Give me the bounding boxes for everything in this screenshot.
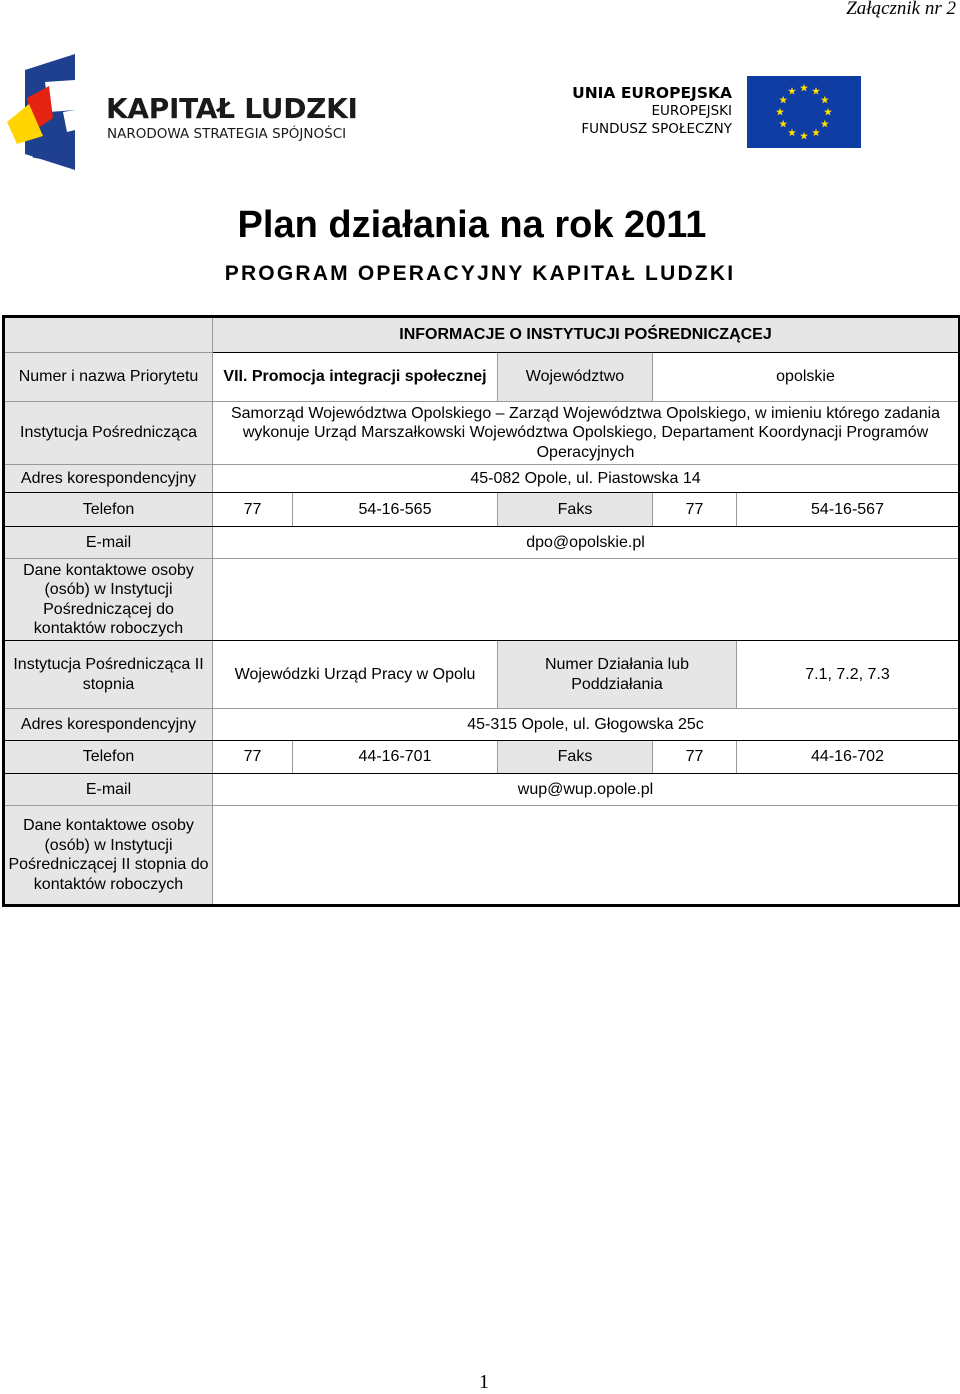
phone2-prefix: 77	[213, 741, 293, 774]
document-subtitle: PROGRAM OPERACYJNY KAPITAŁ LUDZKI	[224, 262, 736, 285]
fax2-number: 44-16-702	[737, 741, 960, 774]
email2-value: wup@wup.opole.pl	[213, 774, 960, 806]
phone2-label: Telefon	[4, 741, 213, 774]
fax-prefix: 77	[653, 493, 737, 527]
address-row	[4, 465, 960, 493]
address2-value: 45-315 Opole, ul. Głogowska 25c	[213, 709, 960, 741]
phone2-number: 44-16-701	[293, 741, 498, 774]
email-value: dpo@opolskie.pl	[213, 527, 960, 559]
contact-value	[213, 559, 960, 641]
contact2-label: Dane kontaktowe osoby (osób) w Instytucji Pośredniczącej II stopnia do kontaktów roboczych	[4, 806, 213, 906]
phone2-row	[4, 741, 960, 774]
eu-line-3: FUNDUSZ SPOŁECZNY	[581, 121, 732, 137]
section-header: INFORMACJE O INSTYTUCJI POŚREDNICZĄCEJ	[213, 317, 960, 353]
voivodeship-label: Województwo	[498, 353, 653, 402]
kapital-ludzki-logo-icon	[5, 52, 77, 172]
fax-number: 54-16-567	[737, 493, 960, 527]
email2-label: E-mail	[4, 774, 213, 806]
ip2-row	[4, 641, 960, 709]
annex-label: Załącznik nr 2	[846, 0, 956, 19]
fax-label: Faks	[498, 493, 653, 527]
measure-value: 7.1, 7.2, 7.3	[737, 641, 960, 709]
document-title: Plan działania na rok 2011	[237, 204, 707, 246]
phone-number: 54-16-565	[293, 493, 498, 527]
eu-text-block	[572, 84, 732, 138]
fax2-label: Faks	[498, 741, 653, 774]
priority-label: Numer i nazwa Priorytetu	[4, 353, 213, 402]
phone-label: Telefon	[4, 493, 213, 527]
address2-label: Adres korespondencyjny	[4, 709, 213, 741]
priority-value: VII. Promocja integracji społecznej	[213, 353, 498, 402]
phone-prefix: 77	[213, 493, 293, 527]
contact-label: Dane kontaktowe osoby (osób) w Instytucji Pośredniczącej do kontaktów roboczych	[4, 559, 213, 641]
fax2-prefix: 77	[653, 741, 737, 774]
voivodeship-value: opolskie	[653, 353, 960, 402]
ip-row	[4, 402, 960, 465]
priority-row	[4, 353, 960, 402]
address-value: 45-082 Opole, ul. Piastowska 14	[213, 465, 960, 493]
ip-value: Samorząd Województwa Opolskiego – Zarząd Województwa Opolskiego, w imieniu którego zadania wykonuje Urząd Marszałkowski Województwa Opolskiego, Departament Koordynacji Programów Operacyjnych	[213, 402, 960, 465]
page-number: 1	[479, 1371, 489, 1393]
ip2-label: Instytucja Pośrednicząca II stopnia	[4, 641, 213, 709]
contact2-row	[4, 806, 960, 906]
kapital-ludzki-title: KAPITAŁ LUDZKI	[106, 92, 358, 125]
section-header-row	[4, 317, 960, 353]
measure-label: Numer Działania lub Poddziałania	[498, 641, 737, 709]
ip2-value: Wojewódzki Urząd Pracy w Opolu	[213, 641, 498, 709]
ip-label: Instytucja Pośrednicząca	[4, 402, 213, 465]
email-row	[4, 527, 960, 559]
address-label: Adres korespondencyjny	[4, 465, 213, 493]
contact-row	[4, 559, 960, 641]
address2-row	[4, 709, 960, 741]
email2-row	[4, 774, 960, 806]
institution-info-table	[2, 315, 960, 907]
phone-row	[4, 493, 960, 527]
contact2-value	[213, 806, 960, 906]
email-label: E-mail	[4, 527, 213, 559]
eu-line-1: UNIA EUROPEJSKA	[572, 84, 732, 102]
eu-flag-icon	[747, 76, 861, 148]
kapital-ludzki-subtitle: NARODOWA STRATEGIA SPÓJNOŚCI	[107, 126, 347, 142]
eu-line-2: EUROPEJSKI	[651, 103, 732, 119]
